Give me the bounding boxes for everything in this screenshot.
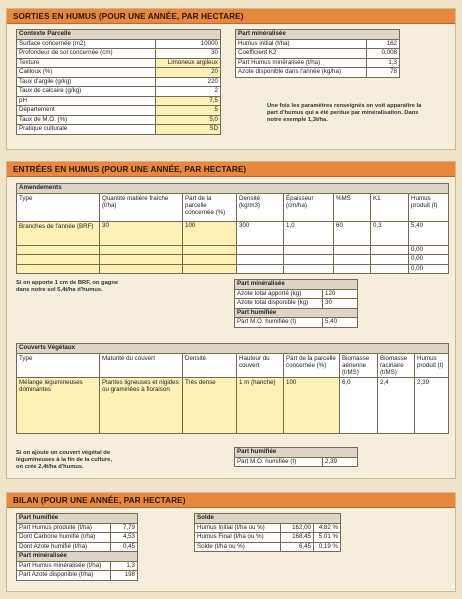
entrees-title: ENTRÉES EN HUMUS (POUR UNE ANNÉE, PAR HECTARE) <box>7 162 455 177</box>
table-row: Azote total disponible (kg) 30 <box>235 299 358 309</box>
table-row: Taux de M.O. (%) 5,0 <box>17 115 221 125</box>
table-row: Mélange légumineuses dominantes Plantes ligneuses et nigides ou graminées à floraison Très dense 1 m (hanche) 100 6,0 2,4 2,39 <box>17 377 449 433</box>
table-row: Texture Limoneux argileux <box>17 58 221 68</box>
table-row: Département 5 <box>17 106 221 116</box>
table-row: Humus Initial (t/ha ou %) 162,00 4,82 % <box>195 523 341 533</box>
table-row: Dont Azote humifié (t/ha) 0,45 <box>17 542 138 552</box>
bilan-humifiee-table: Part humifiée Part Humus produite (t/ha) 7,79 Dont Carbone humifié (t/ha) 4,53 Dont Azote humifié (t/ha) 0,45 Part minéralisée Part Humus minéralisée (t/ha) 1,3 Part Azote disponible (t/ha) 198 <box>16 513 138 581</box>
table-row: Solde (t/ha ou %) 6,45 0,19 % <box>195 542 341 552</box>
table-row: Azote disponible dans l'année (kg/ha) 78 <box>236 68 400 78</box>
table-row: Profondeur de sol concernée (cm) 30 <box>17 49 221 59</box>
table-row: Part Humus minéralisée (t/ha) 1,3 <box>17 561 138 571</box>
entrees-panel <box>6 161 456 479</box>
amendements-mineralisee-table: Part minéralisée Azote total apporté (kg) 120 Azote total disponible (kg) 30 Part humifiée Part M.O. humifiée (t) 5,40 <box>234 279 358 328</box>
table-row: 0,00 <box>17 255 449 265</box>
sorties-panel <box>6 8 456 150</box>
amendements-note: Si on apporte 1 cm de BRF, on gagne dans notre sol 5,4t/ha d'humus. <box>16 280 119 293</box>
table-row: Humus Final (t/ha ou %) 168,45 5,01 % <box>195 533 341 543</box>
table-row: 0,00 <box>17 264 449 274</box>
couverts-table: Couverts Végétaux Type Maturité du couvert Densité Hauteur du couvert Part de la parcelle concernée (%) Biomasse aérienne (t/MS) Biomasse racinaire (t/MS) Humus produit (t) Mélange légumineuses dominantes Plantes ligneuses et nigides ou graminées à floraison Très dense 1 m (hanche) 100 6,0 2,4 2,39 <box>16 343 449 434</box>
couverts-humifiee-table: Part humifiée Part M.O. humifiée (t) 2,39 <box>234 447 358 467</box>
sorties-mineralisee-table: Part minéralisée Humus initial (t/ha) 162 Coefficient K2 0,008 Part Humus minéralisée (t/ha) 1,3 Azote disponible dans l'année (kg/ha) 78 <box>235 29 400 78</box>
contexte-header: Contexte Parcelle <box>17 30 221 40</box>
table-row: Humus initial (t/ha) 162 <box>236 39 400 49</box>
table-row: pH 7,5 <box>17 96 221 106</box>
table-row: Azote total apporté (kg) 120 <box>235 289 358 299</box>
table-row: 0,00 <box>17 245 449 255</box>
bilan-title: BILAN (POUR UNE ANNÉE, PAR HECTARE) <box>7 493 455 508</box>
table-row: Taux de calcaire (g/kg) 2 <box>17 87 221 97</box>
bilan-solde-table: Solde Humus Initial (t/ha ou %) 162,00 4,82 % Humus Final (t/ha ou %) 168,45 5,01 % Solde (t/ha ou %) 6,45 0,19 % <box>194 513 341 552</box>
contexte-parcelle-table <box>16 29 221 135</box>
table-row: Part Humus produite (t/ha) 7,79 <box>17 523 138 533</box>
table-row: Surface concernée (m2) 10000 <box>17 39 221 49</box>
sorties-title: SORTIES EN HUMUS (POUR UNE ANNÉE, PAR HECTARE) <box>7 9 455 24</box>
table-row: Branches de l'année (BRF) 30 100 300 1,0 60 0,3 5,40 <box>17 221 449 245</box>
table-row: Cailloux (%) 20 <box>17 68 221 78</box>
couverts-note: Si on ajoute un couvert végétal de légumineuses à la fin de la culture, on crée 2,4t/ha d'humus. <box>16 450 112 470</box>
table-row: Part M.O. humifiée (t) 5,40 <box>235 318 358 328</box>
amendements-table: Amendements Type Quantité matière fraîche (t/ha) Part de la parcelle concernée (%) Densité (kg/m3) Épaisseur (cm/ha) %MS K1 Humus produit (t) Branches de l'année (BRF) 30 100 300 1,0 60 0,3 5,40 0,00 0,00 0,00 <box>16 183 449 274</box>
table-row: Taux d'argile (g/kg) 220 <box>17 77 221 87</box>
table-row: Dont Carbone humifié (t/ha) 4,53 <box>17 533 138 543</box>
bilan-panel <box>6 492 456 592</box>
table-row: Part Azote disponible (t/ha) 198 <box>17 571 138 581</box>
sorties-note: Une fois les paramètres renseignés on voit apparaître la part d'humus qui a été perdue par minéralisation. Dans notre exemple 1,3t/ha. <box>267 103 422 123</box>
table-row: Coefficient K2 0,008 <box>236 49 400 59</box>
table-row: Part Humus minéralisée (t/ha) 1,3 <box>236 58 400 68</box>
table-row: Pratique culturale SD <box>17 125 221 135</box>
texture-select[interactable]: Limoneux argileux <box>156 58 221 68</box>
table-row: Part M.O. humifiée (t) 2,39 <box>235 457 358 467</box>
